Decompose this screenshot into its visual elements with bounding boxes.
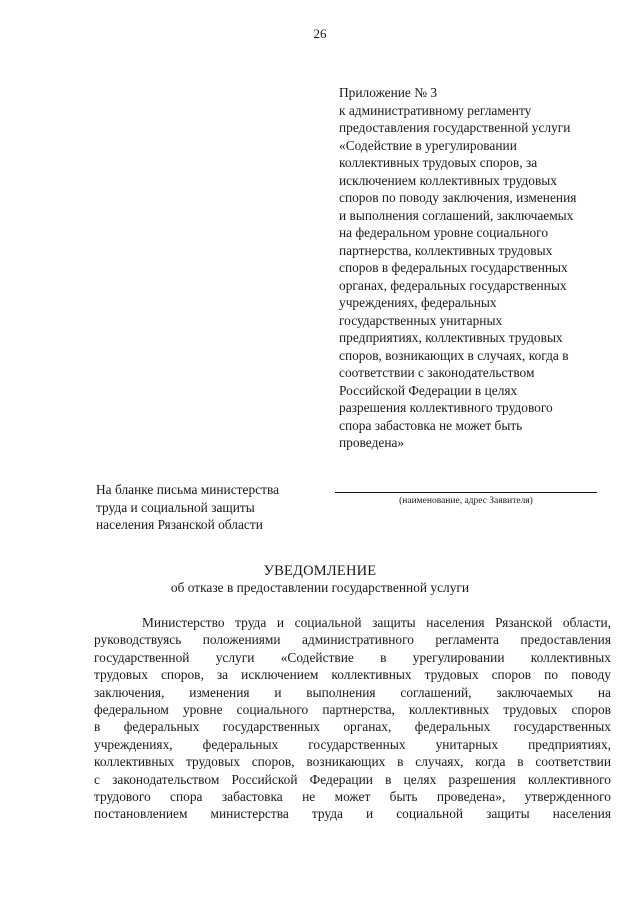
letterhead-line: труда и социальной защиты (96, 499, 255, 515)
body-line: Министерство труда и социальной защиты населения Рязанской области, (142, 615, 611, 630)
notice-title: УВЕДОМЛЕНИЕ (263, 563, 377, 579)
appendix-line: и выполнения соглашений, заключаемых (339, 207, 574, 223)
body-line: в федеральных государственных органах, федеральных государственных (94, 719, 611, 735)
body-line: трудовых споров, за исключением коллективных трудовых споров по поводу (94, 667, 611, 683)
appendix-line: спора забастовка не может быть (339, 417, 523, 433)
appendix-line: споров по поводу заключения, изменения (339, 190, 577, 205)
applicant-name-address-field[interactable] (335, 480, 597, 493)
appendix-line: учреждениях, федеральных (339, 295, 497, 310)
applicant-block (335, 480, 597, 506)
body-line: руководствуясь положениями административного регламента предоставления (94, 632, 611, 648)
appendix-line: коллективных трудовых споров, за (339, 155, 538, 170)
appendix-line: споров в федеральных государственных (339, 260, 568, 275)
letterhead-line: населения Рязанской области (96, 517, 263, 532)
appendix-line: органах, федеральных государственных (339, 277, 567, 293)
appendix-line: Приложение № 3 (339, 85, 438, 100)
body-line: трудового спора забастовка не может быть проведена», утвержденного (94, 789, 611, 805)
appendix-line: на федеральном уровне социального (339, 225, 549, 240)
appendix-line: споров, возникающих в случаях, когда в (339, 347, 569, 363)
appendix-line: предприятиях, коллективных трудовых (339, 330, 563, 345)
body-line: заключения, изменения и выполнения соглашений, заключаемых на (94, 684, 611, 700)
appendix-line: проведена» (339, 435, 405, 450)
body-line: учреждениях, федеральных государственных унитарных предприятиях, (94, 736, 611, 752)
appendix-line: исключением коллективных трудовых (339, 172, 558, 188)
body-line: постановлением министерства труда и социальной защиты населения (94, 806, 611, 822)
page-number: 26 (313, 26, 327, 41)
body-line: коллективных трудовых споров, возникающих в случаях, когда в соответствии (94, 754, 611, 770)
body-line: государственной услуги «Содействие в урегулировании коллективных (94, 649, 611, 665)
appendix-line: соответствии с законодательством (339, 365, 535, 380)
letterhead-note (96, 481, 326, 534)
appendix-line: «Содействие в урегулировании (339, 137, 517, 153)
appendix-line: разрешения коллективного трудового (339, 400, 553, 415)
appendix-line: к административному регламенту (339, 102, 532, 118)
appendix-header (339, 84, 609, 452)
notice-subtitle: об отказе в предоставлении государственной услуги (170, 580, 470, 595)
appendix-line: государственных унитарных (339, 312, 503, 328)
body-line: с законодательством Российской Федерации в целях разрешения коллективного (94, 771, 611, 787)
notice-body (94, 614, 611, 823)
appendix-line: предоставления государственной услуги (339, 120, 571, 135)
applicant-caption: (наименование, адрес Заявителя) (399, 496, 533, 506)
letterhead-line: На бланке письма министерства (96, 482, 280, 497)
appendix-line: Российской Федерации в целях (339, 382, 518, 398)
body-line: федеральном уровне социального партнерства, коллективных трудовых споров (94, 702, 611, 718)
appendix-line: партнерства, коллективных трудовых (339, 242, 553, 258)
